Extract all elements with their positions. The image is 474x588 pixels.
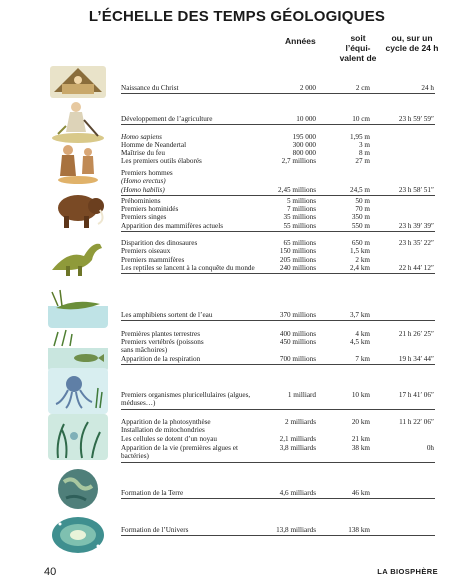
table-row-equiv: 4,5 km — [350, 338, 370, 346]
table-row-equiv: 27 m — [355, 157, 370, 165]
table-row-years: 10 000 — [296, 115, 316, 123]
table-row-equiv: 4 km — [355, 330, 370, 338]
table-row-years: 3,8 milliards — [279, 444, 316, 452]
table-row-equiv: 3 m — [359, 141, 370, 149]
table-row-equiv: 1,5 km — [350, 247, 370, 255]
page-number: 40 — [44, 566, 57, 578]
caveman-illustration — [48, 140, 108, 186]
group-divider — [121, 320, 435, 321]
table-row-years: 2,7 millions — [281, 157, 316, 165]
table-row-name: (Homo erectus) — [121, 177, 166, 185]
table-row-cycle: 17 h 41′ 06″ — [398, 391, 434, 399]
table-row-name: sans mâchoires) — [121, 346, 168, 354]
table-row-cycle: 23 h 35′ 22″ — [398, 239, 434, 247]
column-header-cycle — [384, 33, 440, 53]
column-header-years: Années — [285, 36, 316, 46]
table-row-years: 5 millions — [287, 197, 316, 205]
table-row-equiv: 46 km — [351, 489, 370, 497]
table-row-years: 4,6 milliards — [279, 489, 316, 497]
group-divider — [121, 93, 435, 94]
table-row-years: 7 millions — [287, 205, 316, 213]
table-row-equiv: 50 m — [355, 197, 370, 205]
table-row-equiv: 3,7 km — [350, 311, 370, 319]
table-row-name: Apparition de la photosynthèse — [121, 418, 211, 426]
table-row-equiv: 2 km — [355, 256, 370, 264]
group-divider — [121, 195, 435, 196]
table-row-name: Premiers hominidés — [121, 205, 179, 213]
table-row-years: 65 millions — [283, 239, 316, 247]
column-header-equivalent-line-2: valent de — [339, 53, 377, 63]
table-row-name: Installation de mitochondries — [121, 426, 205, 434]
table-row-cycle: 21 h 26′ 25″ — [398, 330, 434, 338]
group-divider — [121, 231, 435, 232]
mammoth-illustration — [48, 186, 108, 232]
table-row-years: 150 millions — [279, 247, 316, 255]
table-row-equiv: 38 km — [351, 444, 370, 452]
table-row-name: Premiers singes — [121, 213, 167, 221]
table-row-equiv: 1,95 m — [350, 133, 370, 141]
table-row-equiv: 10 km — [351, 391, 370, 399]
group-divider — [121, 364, 435, 365]
table-row-name: Formation de la Terre — [121, 489, 184, 497]
table-row-years: 205 millions — [279, 256, 316, 264]
table-row-name: Premiers organismes pluricellulaires (algues, — [121, 391, 251, 399]
table-row-years: 2 milliards — [285, 418, 316, 426]
table-row-name: Développement de l’agriculture — [121, 115, 213, 123]
table-row-equiv: 2,4 km — [350, 264, 370, 272]
table-row-years: 240 millions — [279, 264, 316, 272]
table-row-equiv: 138 km — [348, 526, 370, 534]
table-row-cycle: 23 h 58′ 51″ — [398, 186, 434, 194]
table-row-name: (Homo habilis) — [121, 186, 165, 194]
table-row-years: 55 millions — [283, 222, 316, 230]
table-row-name: Homme de Neandertal — [121, 141, 187, 149]
table-row-name: Maîtrise du feu — [121, 149, 165, 157]
table-row-equiv: 24,5 m — [350, 186, 370, 194]
table-row-cycle: 11 h 22′ 06″ — [399, 418, 434, 426]
table-row-equiv: 70 m — [355, 205, 370, 213]
table-row-name: Premiers vertébrés (poissons — [121, 338, 204, 346]
table-row-years: 800 000 — [292, 149, 316, 157]
table-row-name: Premiers mammifères — [121, 256, 185, 264]
group-divider — [121, 535, 435, 536]
table-row-cycle: 0h — [426, 444, 434, 452]
table-row-years: 700 millions — [279, 355, 316, 363]
group-divider — [121, 462, 435, 463]
table-row-equiv: 550 m — [351, 222, 370, 230]
earth-illustration — [48, 466, 108, 512]
table-row-cycle: 23 h 59′ 59″ — [398, 115, 434, 123]
table-row-name: Les reptiles se lancent à la conquête du monde — [121, 264, 255, 272]
section-name: LA BIOSPHÈRE — [377, 567, 438, 576]
table-row-equiv: 650 m — [351, 239, 370, 247]
table-row-years: 2,1 milliards — [279, 435, 316, 443]
table-row-name: Homo sapiens — [121, 133, 162, 141]
table-row-equiv: 7 km — [355, 355, 370, 363]
table-row-name: Naissance du Christ — [121, 84, 179, 92]
table-row-equiv: 20 km — [351, 418, 370, 426]
table-row-years: 400 millions — [279, 330, 316, 338]
table-row-name: Apparition des mammifères actuels — [121, 222, 223, 230]
table-row-name: Premières plantes terrestres — [121, 330, 201, 338]
amphibian-illustration — [48, 282, 108, 328]
table-row-name: Premiers oiseaux — [121, 247, 171, 255]
table-row-name: Les premiers outils élaborés — [121, 157, 202, 165]
table-row-years: 195 000 — [292, 133, 316, 141]
group-divider — [121, 409, 435, 410]
column-header-cycle-line-1: ou, sur un — [391, 33, 433, 43]
table-row-name: bactéries) — [121, 452, 149, 460]
table-row-equiv: 21 km — [351, 435, 370, 443]
table-row-name: méduses…) — [121, 399, 156, 407]
group-divider — [121, 124, 435, 125]
farmer-illustration — [48, 98, 108, 144]
table-row-equiv: 10 cm — [352, 115, 370, 123]
fish-plants-illustration — [48, 326, 108, 372]
table-row-years: 2,45 millions — [278, 186, 316, 194]
table-row-years: 370 millions — [279, 311, 316, 319]
table-row-name: Disparition des dinosaures — [121, 239, 198, 247]
table-row-years: 13,8 milliards — [276, 526, 316, 534]
table-row-cycle: 19 h 34′ 44″ — [398, 355, 434, 363]
table-row-name: Préhominiens — [121, 197, 161, 205]
table-row-cycle: 23 h 39′ 39″ — [398, 222, 434, 230]
table-row-name: Formation de l’Univers — [121, 526, 189, 534]
table-row-years: 450 millions — [279, 338, 316, 346]
column-header-equivalent — [338, 33, 378, 63]
group-divider — [121, 273, 435, 274]
table-row-years: 2 000 — [299, 84, 316, 92]
galaxy-illustration — [48, 512, 108, 558]
table-row-name: Premiers hommes — [121, 169, 173, 177]
table-row-equiv: 2 cm — [355, 84, 370, 92]
column-header-equivalent-line-1: soit l’équi- — [345, 33, 371, 53]
group-divider — [121, 498, 435, 499]
table-row-cycle: 22 h 44′ 12″ — [398, 264, 434, 272]
table-row-name: Apparition de la vie (premières algues et — [121, 444, 238, 452]
table-row-years: 300 000 — [292, 141, 316, 149]
table-row-equiv: 350 m — [351, 213, 370, 221]
table-row-name: Les amphibiens sortent de l’eau — [121, 311, 213, 319]
table-row-cycle: 24 h — [421, 84, 434, 92]
table-row-name: Apparition de la respiration — [121, 355, 201, 363]
table-row-equiv: 8 m — [359, 149, 370, 157]
octopus-illustration — [48, 368, 108, 414]
dinosaur-illustration — [48, 236, 108, 282]
table-row-name: Les cellules se dotent d’un noyau — [121, 435, 218, 443]
algae-illustration — [48, 414, 108, 460]
table-row-years: 35 millions — [283, 213, 316, 221]
page-title: L’ÉCHELLE DES TEMPS GÉOLOGIQUES — [88, 8, 386, 25]
table-row-years: 1 milliard — [287, 391, 316, 399]
column-header-cycle-line-2: cycle de 24 h — [385, 43, 439, 53]
